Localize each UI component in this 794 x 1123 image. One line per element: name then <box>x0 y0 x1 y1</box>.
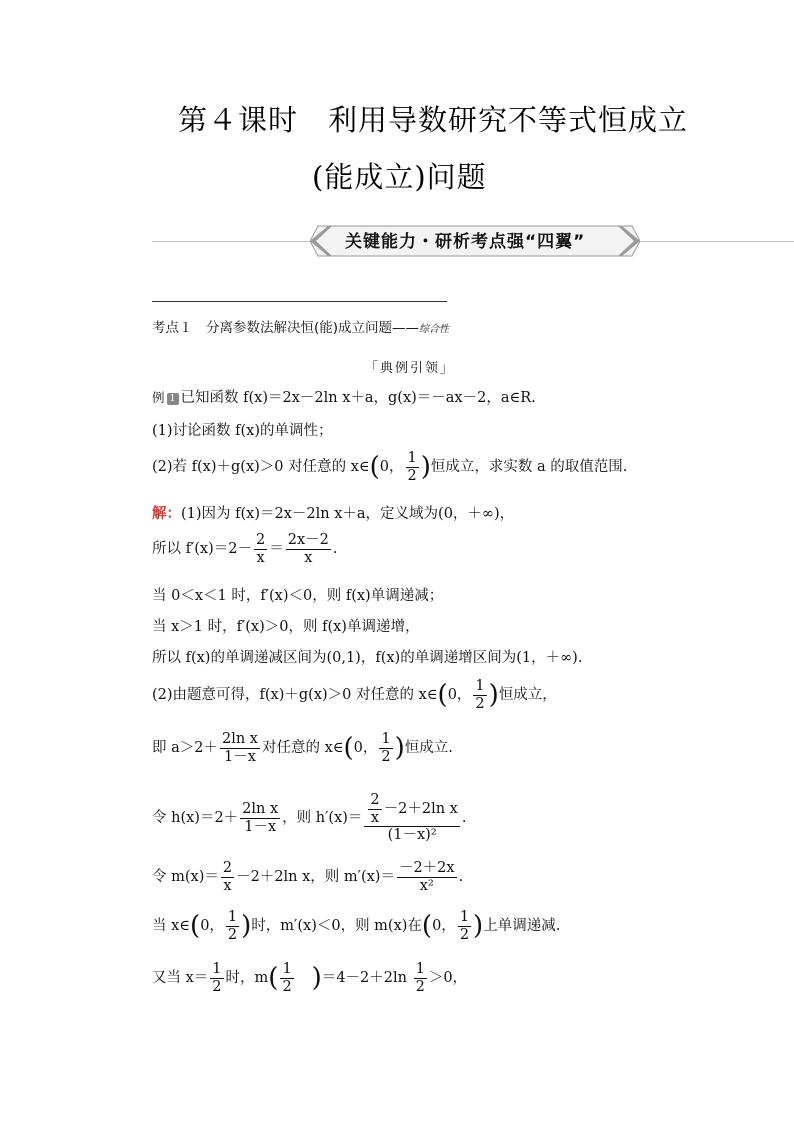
paren: ( <box>421 911 433 942</box>
topic-rule <box>152 301 447 302</box>
fraction-half <box>210 961 223 995</box>
fraction-half <box>414 961 427 995</box>
sol-l9a: 令 m(x)＝ <box>152 869 219 886</box>
sol-l8a: 令 h(x)＝2＋ <box>152 810 239 827</box>
den: 2 <box>381 748 391 765</box>
paren: ) <box>473 911 484 942</box>
sol-l11a: 又当 x＝ <box>152 970 209 987</box>
example-line <box>152 386 536 407</box>
paren: ( <box>190 911 201 942</box>
den: 2 <box>212 978 222 995</box>
zero: 0， <box>447 687 472 704</box>
question-1: (1)讨论函数 f(x)的单调性； <box>152 423 333 439</box>
paren: ( <box>268 963 279 994</box>
solution-line-11 <box>152 961 467 995</box>
paren: ( <box>343 733 354 764</box>
num: 1 <box>407 450 417 466</box>
sol-l7a: 即 a＞2＋ <box>152 740 218 757</box>
solution-label: 解： <box>152 505 181 522</box>
q2-text-b: 恒成立，求实数 a 的取值范围. <box>430 459 628 476</box>
fraction-half <box>458 909 471 943</box>
solution-line-10 <box>152 909 560 943</box>
solution-line-6 <box>152 678 557 712</box>
sol-l6b: 恒成立， <box>498 687 557 704</box>
sol-l10c: 上单调递减. <box>483 918 561 935</box>
sol-l9b: －2＋2ln x，则 m′(x)＝ <box>236 869 395 886</box>
banner-right-rule <box>630 241 794 242</box>
den: x² <box>419 877 434 894</box>
fraction-2-over-x <box>368 792 381 826</box>
num: 1 <box>459 909 470 925</box>
sol-l11b: 时，m <box>225 970 269 987</box>
example-label: 例 <box>152 390 165 405</box>
den: 2 <box>407 467 417 484</box>
sol-l2: 所以 f′(x)＝2－ <box>152 541 252 558</box>
sol-l1: (1)因为 f(x)＝2x－2ln x＋a，定义域为(0，＋∞)， <box>181 506 515 522</box>
den: x <box>370 809 380 826</box>
paren: ) <box>488 680 499 711</box>
num: 1 <box>227 909 238 925</box>
num: －2＋2x <box>398 860 455 876</box>
fraction-half <box>473 678 486 712</box>
sol-l8b: ，则 h′(x)＝ <box>282 810 363 827</box>
solution-line-3: 当 0＜x＜1 时，f′(x)＜0，则 f(x)单调递减； <box>152 588 444 604</box>
solution-line-9 <box>152 860 463 894</box>
q2-text-a: (2)若 f(x)＋g(x)＞0 对任意的 x∈ <box>152 459 370 476</box>
fraction-half <box>226 909 239 943</box>
paren: ( <box>437 680 448 711</box>
section-label: 「典例引领」 <box>365 361 456 376</box>
period: . <box>332 541 338 558</box>
question-2 <box>152 450 627 484</box>
solution-line-2 <box>152 532 337 566</box>
den: 2 <box>415 978 425 995</box>
fraction-half <box>406 450 419 484</box>
example-number-icon: 1 <box>167 393 179 405</box>
den: x <box>256 549 265 566</box>
num: 2 <box>256 532 266 548</box>
eq: ＝ <box>269 541 284 558</box>
fraction-2lnx-over-1-x <box>220 731 260 765</box>
num <box>364 792 459 827</box>
num: 1 <box>415 961 425 977</box>
zero: 0， <box>200 918 224 935</box>
paren: ) <box>241 911 252 942</box>
hp-num: －2＋2ln x <box>383 801 458 818</box>
fraction-h-prime <box>364 792 459 844</box>
num: 1 <box>282 961 292 977</box>
fraction-2x-2-over-x <box>286 532 331 566</box>
num: 1 <box>212 961 222 977</box>
zero: 0， <box>353 740 378 757</box>
banner-left-rule <box>152 241 322 242</box>
den: 2 <box>282 978 292 995</box>
solution-line-7 <box>152 731 453 765</box>
sol-l11c: ＝4－2＋2ln <box>321 970 412 987</box>
sol-l11d: ＞0， <box>428 970 468 987</box>
fraction-2-over-x <box>221 860 234 894</box>
solution-line-8 <box>152 792 466 844</box>
topic-text: 考点１ 分离参数法解决恒(能)成立问题—— <box>152 320 420 336</box>
fraction-half <box>379 731 392 765</box>
period: . <box>461 810 467 827</box>
fraction-m-prime <box>397 860 457 894</box>
banner-text: 关键能力・研析考点强“四翼” <box>345 232 586 252</box>
sol-l6a: (2)由题意可得，f(x)＋g(x)＞0 对任意的 x∈ <box>152 687 438 704</box>
period: . <box>458 869 464 886</box>
den: 1－x <box>224 748 256 765</box>
solution-line-4: 当 x＞1 时，f′(x)＞0，则 f(x)单调递增， <box>152 619 420 635</box>
den: x <box>223 877 232 894</box>
sol-l7c: 恒成立. <box>404 740 453 757</box>
den: x <box>304 549 313 566</box>
fraction-half <box>280 961 293 995</box>
num: 1 <box>381 731 391 747</box>
example-text: 已知函数 f(x)＝2x－2ln x＋a，g(x)＝－ax－2，a∈R. <box>180 390 536 406</box>
solution-line-5: 所以 f(x)的单调递减区间为(0,1)，f(x)的单调递增区间为(1，＋∞). <box>152 650 583 666</box>
sol-l7b: 对任意的 x∈ <box>261 740 344 757</box>
zero: 0， <box>432 918 456 935</box>
paren: ) <box>394 733 405 764</box>
den: (1－x)² <box>387 827 437 844</box>
paren: ( <box>369 452 380 483</box>
num: 2 <box>222 860 233 876</box>
paren: ) <box>420 452 431 483</box>
solution-line-1 <box>152 502 514 523</box>
den: 1－x <box>244 818 277 835</box>
num: 2x－2 <box>287 532 329 548</box>
page-title-line2: (能成立)问题 <box>312 160 487 194</box>
topic-tag: 综合性 <box>419 324 450 335</box>
sol-l10a: 当 x∈ <box>152 918 191 935</box>
page-title: 第４课时 利用导数研究不等式恒成立 <box>178 103 689 137</box>
den: 2 <box>475 695 485 712</box>
fraction-2lnx-over-1-x <box>240 801 280 835</box>
num: 2ln x <box>242 800 279 817</box>
fraction-2-over-x <box>254 532 267 566</box>
paren: ) <box>311 963 322 994</box>
q2-zero: 0， <box>379 459 404 476</box>
den: 2 <box>227 926 238 943</box>
num: 1 <box>475 678 485 694</box>
num: 2 <box>370 792 380 808</box>
den: 2 <box>459 926 470 943</box>
topic-heading <box>152 316 449 336</box>
num: 2ln x <box>221 731 258 747</box>
sol-l10b: 时，m′(x)＜0，则 m(x)在 <box>251 918 422 935</box>
